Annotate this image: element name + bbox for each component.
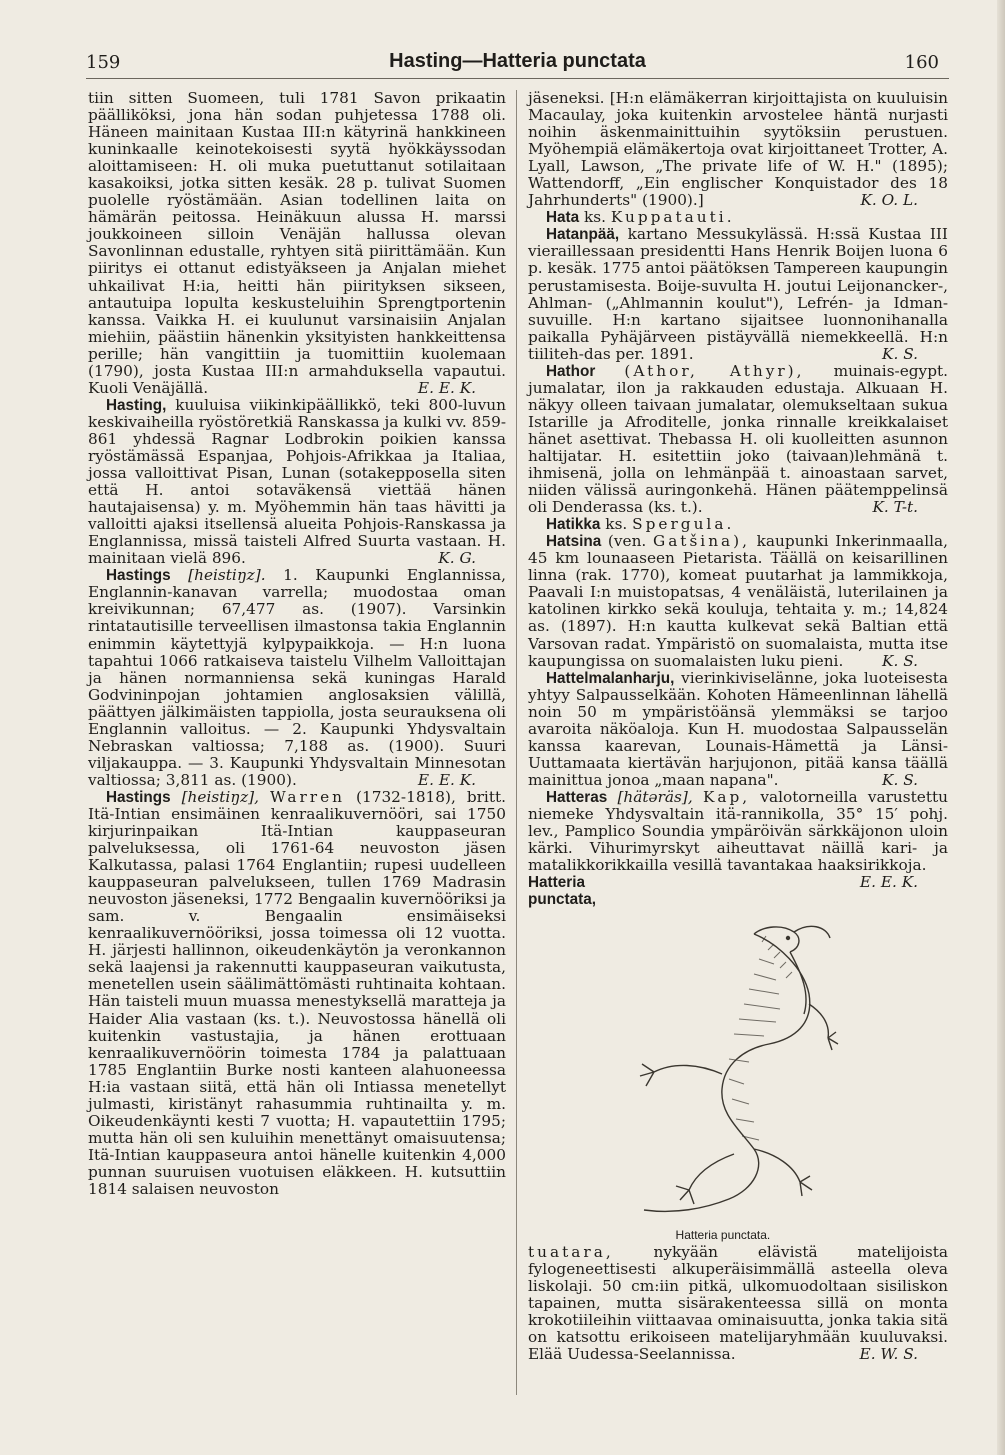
- page-number-right: 160: [904, 52, 939, 73]
- author-signature: K. G.: [438, 549, 476, 568]
- article-hattelmalanharju: Hattelmalanharju, vierinkiviselänne, joka luoteisesta yhtyy Salpausselkään. Kohoten Hämeenlinnan lähellä noin 50 m ympäristöänsä ylemmäksi se tarjoo avaroita näköaloja. Kun H. muodostaa Salpausselän kanssa kaarevan, Lounais-Hämettä ja Länsi-Uuttamaata kiertävän harjujonon, pitää kansa täällä mainittua jonoa „maan napana". K. S.: [528, 668, 948, 789]
- headword: Hasting,: [106, 396, 167, 414]
- headword: Hatsina: [546, 533, 602, 551]
- author-signature: E. W. S.: [859, 1345, 918, 1364]
- article-hastings-town: Hastings [heistiŋz]. 1. Kaupunki Englannissa, Englannin-kanavan varrella; muodostaa oman kreivikunnan; 67,477 as. (1907). Varsinkin rintatautisille terveellisen ilmastonsa takia Englannin enimmin käytettyjä kylpypaikkoja. — H:n luona tapahtui 1066 ratkaiseva taistelu Vilhelm Valloittajan ja hänen normanniensa sekä kuningas Harald Godvininpojan johtamien anglosaksien välillä, päättyen jälkimäisten tappiolla, josta seurauksena oli Englannin valloitus. — 2. Kaupunki Yhdysvaltain Nebraskan valtiossa; 7,188 as. (1900). Suuri viljakauppa. — 3. Kaupunki Yhdysvaltain Minnesotan valtiossa; 3,811 as. (1900). E. E. K.: [88, 566, 506, 789]
- headword: Hatteria punctata,: [528, 874, 596, 909]
- article-hatteras: Hatteras [hätəräs], Kap, valotorneilla varustettu niemeke Yhdysvaltain itä-rannikolla, 35° 15′ pohj. lev., Pamplico Soundia ympäröivän särkkäjonon uloin kärki. Vihurimyrskyt aiheuttavat näillä kari- ja matalikkorikkailla vesillä tavantakaa haaksirikkoja. E. E. K.: [528, 787, 948, 892]
- alternate-names: (Athor, Athyr),: [624, 361, 805, 380]
- article-hasting: Hasting, kuuluisa viikinkipäällikkö, teki 800-luvun keskivaiheilla ryöstöretkiä Ranskassa ja kulki vv. 859-861 yhdessä Ragnar Lodbrokin poikien kanssa ryöstämässä Espanjaa, Pohjois-Afrikkaa ja Italiaa, jossa valloittivat Pisan, Lunan (sotakepposella siten että H. antoi sotaväkensä viettää hänen hautajaisensa) y. m. Myöhemmin hän taas hävitti ja valloitti ajaksi itsellensä alueita Pohjois-Ranskassa ja Englannissa, missä taisteli Alfred Suurta vastaan. H. mainitaan vielä 896. K. G.: [88, 395, 506, 568]
- author-signature: K. T-t.: [872, 498, 918, 517]
- headword: Hastings: [106, 567, 171, 585]
- page-header: [86, 48, 949, 79]
- author-signature: K. S.: [882, 770, 918, 789]
- headword: Hatikka: [546, 516, 601, 534]
- figure-caption: Hatteria punctata.: [675, 1228, 771, 1243]
- article-paragraph: tiin sitten Suomeen, tuli 1781 Savon prikaatin päälliköksi, jona hän sodan puhjetessa 1788 oli. Häneen mainitaan Kustaa III:n kätyrinä hankkineen kuninkaalle keinotekoisesti syytä hyökkäyssodan aloittamiseen: H. oli muka puetuttanut sotilaitaan kasakoiksi, jotka sitten kesäk. 28 p. tulivat Suomen puolelle ryöstämään. Asian todellinen laita on hämärän peitossa. Heinäkuun alussa H. marssi joukkoineen silloin Venäjän hallussa olevan Savonlinnan edustalle, ryhtyen sitä piirittämään. Kun piiritys ei ottanut edistyäkseen ja Anjalan miehet uhkailivat H:ia, heitti hän piirityksen sikseen, antautuipa lopulta keskusteluihin Sprengtportenin kanssa. Vaikka H. ei kuulunut varsinaisiin Anjalan miehiin, päästiin hänenkin yksityisten hankkeittensa perille; hän vangittiin ja tuomittiin kuolemaan (1790), josta Kustaa III:n armahduksella vapautui. Kuoli Venäjällä. E. E. K.: [88, 89, 506, 397]
- article-warren-hastings: Hastings [heistiŋz], Warren (1732-1818), britt. Itä-Intian ensimäinen kenraalikuvernööri, sai 1750 kirjurinpaikan Itä-Intian kauppaseuran palveluksessa, oli 1761-64 neuvoston jäsen Kalkutassa, palasi 1764 Englantiin; rupesi uudelleen kauppaseuran palvelukseen, tullen 1769 Madrasin neuvoston jäseneksi, 1772 Bengaalin kuvernööriksi ja sam. v. Bengaalin ensimäiseksi kenraalikuvernööriksi, jossa toimessa oli 12 vuotta. H. järjesti hallinnon, oikeudenkäytön ja veronkannon sekä laajensi ja rakennutti kauppaseuran vaikutusta, menetellen usein säälimättömästi ruhtinaita kohtaan. Hän taisteli muun muassa menestyksellä maratteja ja Haider Alia vastaan (ks. t.). Neuvostossa hänellä oli kuitenkin vastustajia, ja hänen erottuaan kenraalikuvernöörin toimesta 1784 ja palattuaan 1785 Englantiin Burke nosti kanteen alahuoneessa H:ia vastaan siitä, että hän oli Intiassa menetellyt julmasti, kiristänyt rahasummia ruhtinailta y. m. Oikeudenkäynti kesti 7 vuotta; H. vapautettiin 1795; mutta hän oli sen kuluihin menettänyt omaisuutensa; Itä-Intian kauppaseura antoi hänelle kuitenkin 4,000 punnan suuruisen vuotuisen eläkkeen. H. kutsuttiin 1814 salaisen neuvoston: [88, 787, 506, 1198]
- given-name: tuatara,: [528, 1243, 614, 1262]
- author-signature: K. O. L.: [860, 191, 918, 210]
- author-signature: E. E. K.: [859, 873, 918, 892]
- headword: Hatteras: [546, 788, 608, 806]
- headword: Hatanpää,: [546, 226, 620, 244]
- left-column: [88, 90, 506, 1198]
- lizard-drawing-icon: [604, 914, 842, 1226]
- column-divider: [516, 90, 517, 1395]
- given-name: Kap,: [702, 787, 751, 806]
- page-title: Hasting—Hatteria punctata: [389, 50, 646, 72]
- tuatara-illustration: [604, 914, 842, 1244]
- article-hatsina: Hatsina (ven. Gatšina), kaupunki Inkerinmaalla, 45 km lounaaseen Pietarista. Täällä on keisarillinen linna (rak. 1770), komeat puutarhat ja lammikkoja, Paavali I:n muistopatsas, 4 venäläistä, luterilainen ja katolinen kirkko sekä kouluja, tehtaita y. m.; 14,824 as. (1897). H:n kautta kulkevat sekä Baltian että Varsovan radat. Ympäristö on suomalaista, mutta itse kaupungissa on suomalaisten luku pieni. K. S.: [528, 532, 948, 670]
- alternate-names: Gatšina),: [652, 532, 750, 551]
- headword: Hastings: [106, 788, 171, 806]
- given-name: Warren: [269, 787, 346, 806]
- cross-reference: Spergula.: [632, 515, 735, 534]
- cross-reference: Kuppatauti.: [610, 208, 735, 227]
- page-edge-shadow: [997, 0, 1005, 1455]
- article-hathor: Hathor (Athor, Athyr), muinais-egypt. jumalatar, ilon ja rakkauden edustaja. Alkuaan H. näkyy olleen taivaan jumalatar, olemukseltaan sukua Istarille ja Afroditelle, jonka rinnalle kreikkalaiset hänet asettivat. Thebassa H. oli kuolleitten asunnon haltijatar. H. esitettiin joko (taivaan)lehmänä t. ihmisenä, jolla on lehmänpää t. ainoastaan sarvet, niiden välissä auringonkehä. Hänen päätemppelinsä oli Denderassa (ks. t.). K. T-t.: [528, 361, 948, 517]
- author-signature: E. E. K.: [417, 770, 476, 789]
- author-signature: K. S.: [882, 651, 918, 670]
- headword: Hathor: [546, 362, 596, 380]
- author-signature: E. E. K.: [417, 378, 476, 397]
- pronunciation: [heistiŋz].: [188, 566, 266, 585]
- headword: Hata: [546, 209, 580, 227]
- article-hata: Hata ks. Kuppatauti.: [546, 208, 735, 227]
- headword: Hattelmalanharju,: [546, 669, 675, 687]
- pronunciation: [heistiŋz],: [181, 787, 259, 806]
- article-hatikka: Hatikka ks. Spergula.: [546, 515, 735, 534]
- pronunciation: [hätəräs],: [617, 787, 693, 806]
- right-column: jäseneksi. [H:n elämäkerran kirjoittajista on kuuluisin Macaulay, joka kuitenkin arvostelee häntä nurjasti noihin äskenmainittuihin syytöksiin perustuen. Myöhempiä elämäkertoja ovat kirjoittaneet Trotter, A. Lyall, Lawson, „The private life of W. H." (1895); Wattendorff, „Ein englischer Konquistador des 18 Jahrhunderts" (1900).] K. O. L. Hata ks. Kuppatauti. Hatanpää, kartano Messukylässä. H:ssä Kustaa III vieraillessaan presidentti Hans Henrik Boijen luona 6 p. kesäk. 1775 antoi päätöksen Tampereen kaupungin perustamisesta. Boije-suvulta H. joutui Leijonancker-, Ahlman- („Ahlmannin koulut"), Lefrén- ja Idman-suvuille. H:n kartano sijaitsee luonnonihanalla paikalla Pyhäjärveen pistäyvällä niemekkeellä. H:n tiiliteh-das per. 1891. K. S. Hathor (Athor, Athyr), muinais-egypt. jumalatar, ilon ja rakkauden edustaja. Alkuaan H. näkyy olleen taivaan jumalatar, olemukseltaan sukua Istarille ja Afroditelle, jonka rinnalle kreikkalaiset hänet asettivat. Thebassa H. oli kuolleitten asunnon haltijatar. H. esitettiin joko (taivaan)lehmänä t. ihmisenä, jolla on lehmänpää t. ainoastaan sarvet, niiden välissä auringonkehä. Hänen päätemppelinsä oli Denderassa (ks. t.). K. T-t. Hatikka ks. Spergula. Hatsina (ven. Gatšina), kaupunki Inkerinmaalla, 45 km lounaaseen Pietarista. Täällä on keisarillinen linna (rak. 1770), komeat puutarhat ja lammikkoja, Paavali I:n muistopatsas, 4 venäläistä, luterilainen ja katolinen kirkko sekä kouluja, tehtaita y. m.; 14,824 as. (1897). H:n kautta kulkevat sekä Baltian että Varsovan radat. Ympäristö on suomalaista, mutta itse kaupungissa on suomalaisten luku pieni. K. S. Hattelmalanharju, vierinkiviselänne, joka luoteisesta yhtyy Salpausselkään. Kohoten Hämeenlinnan lähellä noin 50 m ympäristöänsä ylemmäksi se tarjoo avaroita näköaloja. Kun H. muodostaa Salpausselän kanssa kaarevan, Lounais-Hämettä ja Länsi-Uuttamaata kiertävän harjujonon, pitää kansa täällä mainittua jonoa „maan napana". K. S. Hatteras [hätəräs], Kap, valotorneilla varustettu niemeke Yhdysvaltain itä-rannikolla, 35° 15′ pohj. lev., Pamplico Soundia ympäröivän särkkäjonon uloin kärki. Vihurimyrskyt aiheuttavat näillä kari- ja matalikkorikkailla vesillä tavantakaa haaksirikkoja. E. E. K. Hatteria punctata. Hatteria punctata, tuatara, nykyään elävistä matelijoista fylogeneettisesti alkuperäisimmällä asteella oleva liskolaji. 50 cm:iin pitkä, ulkomuodoltaan sisiliskon tapainen, mutta sisärakenteessa sillä on monta krokotiileihin viittaavaa ominaisuutta, jonka takia sitä on katsottu erikoiseen matelijaryhmään kuuluvaksi. Elää Uudessa-Seelannissa. E. W. S.: [528, 89, 949, 1364]
- author-signature: K. S.: [882, 344, 918, 363]
- article-hatanpaa: Hatanpää, kartano Messukylässä. H:ssä Kustaa III vieraillessaan presidentti Hans Henrik Boijen luona 6 p. kesäk. 1775 antoi päätöksen Tampereen kaupungin perustamisesta. Boije-suvulta H. joutui Leijonancker-, Ahlman- („Ahlmannin koulut"), Lefrén- ja Idman-suvuille. H:n kartano sijaitsee luonnonihanalla paikalla Pyhäjärveen pistäyvällä niemekkeellä. H:n tiiliteh-das per. 1891. K. S.: [528, 225, 948, 363]
- page-number-left: 159: [86, 52, 121, 73]
- article-paragraph: jäseneksi. [H:n elämäkerran kirjoittajista on kuuluisin Macaulay, joka kuitenkin arvostelee häntä nurjasti noihin äskenmainittuihin syytöksiin perustuen. Myöhempiä elämäkertoja ovat kirjoittaneet Trotter, A. Lyall, Lawson, „The private life of W. H." (1895); Wattendorff, „Ein englischer Konquistador des 18 Jahrhunderts" (1900).] K. O. L.: [528, 89, 949, 210]
